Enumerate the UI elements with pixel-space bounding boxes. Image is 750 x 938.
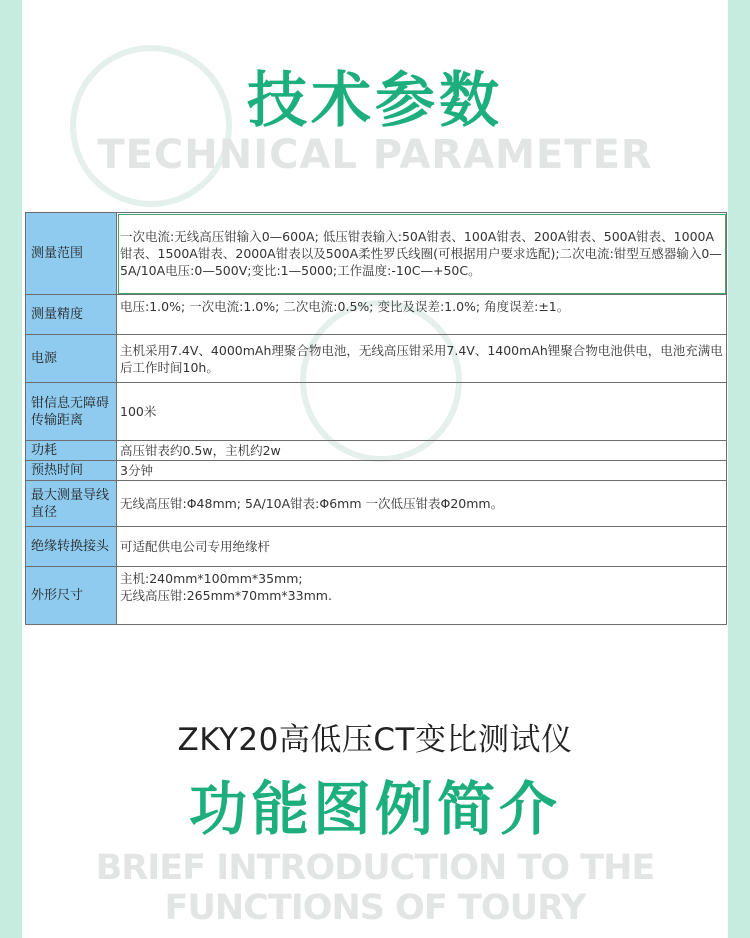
table-row (26, 527, 727, 567)
dimension-line: 无线高压钳:265mm*70mm*33mm. (120, 588, 332, 603)
table-row (26, 383, 727, 441)
table-row (26, 461, 727, 481)
param-label: 测量精度 (26, 295, 117, 335)
param-value: 3分钟 (117, 461, 727, 481)
table-row (26, 481, 727, 527)
param-label: 预热时间 (26, 461, 117, 481)
parameter-table (25, 212, 727, 625)
param-value: 100米 (117, 383, 727, 441)
section-title: 功能图例简介 (188, 775, 561, 843)
param-label: 功耗 (26, 441, 117, 461)
param-value: 电压:1.0%; 一次电流:1.0%; 二次电流:0.5%; 变比及误差:1.0%; 角度误差:±1。 (117, 295, 727, 335)
param-value (117, 567, 727, 625)
table-row (26, 295, 727, 335)
dimension-line: 主机:240mm*100mm*35mm; (120, 571, 303, 586)
param-label: 测量范围 (26, 213, 117, 295)
param-value: 高压钳表约0.5w，主机约2w (117, 441, 727, 461)
section-subtitle: BRIEF INTRODUCTION TO THE FUNCTIONS OF TOURY (95, 848, 655, 928)
table-row (26, 213, 727, 295)
param-value: 主机采用7.4V、4000mAh理聚合物电池，无线高压钳采用7.4V、1400mAh锂聚合物电池供电，电池充满电后工作时间10h。 (117, 335, 727, 383)
param-label: 钳信息无障碍传输距离 (26, 383, 117, 441)
param-value: 一次电流:无线高压钳输入0—600A; 低压钳表输入:50A钳表、100A钳表、200A钳表、500A钳表、1000A钳表、1500A钳表、2000A钳表以及500A柔性罗氏线圈(可根据用户要求选配);二次电流:钳型互感器输入0—5A/10A电压:0—500V;变比:1—5000;工作温度:-10C—+50C。 (117, 213, 727, 295)
table-row (26, 567, 727, 625)
table-row (26, 441, 727, 461)
param-label: 绝缘转换接头 (26, 527, 117, 567)
product-name: ZKY20高低压CT变比测试仪 (177, 722, 573, 758)
param-value: 无线高压钳:Φ48mm; 5A/10A钳表:Φ6mm 一次低压钳表Φ20mm。 (117, 481, 727, 527)
param-label: 电源 (26, 335, 117, 383)
section-title: 技术参数 (247, 66, 503, 136)
param-label: 外形尺寸 (26, 567, 117, 625)
param-label: 最大测量导线直径 (26, 481, 117, 527)
section-subtitle: TECHNICAL PARAMETER (97, 132, 653, 178)
param-value: 可适配供电公司专用绝缘杆 (117, 527, 727, 567)
table-row (26, 335, 727, 383)
